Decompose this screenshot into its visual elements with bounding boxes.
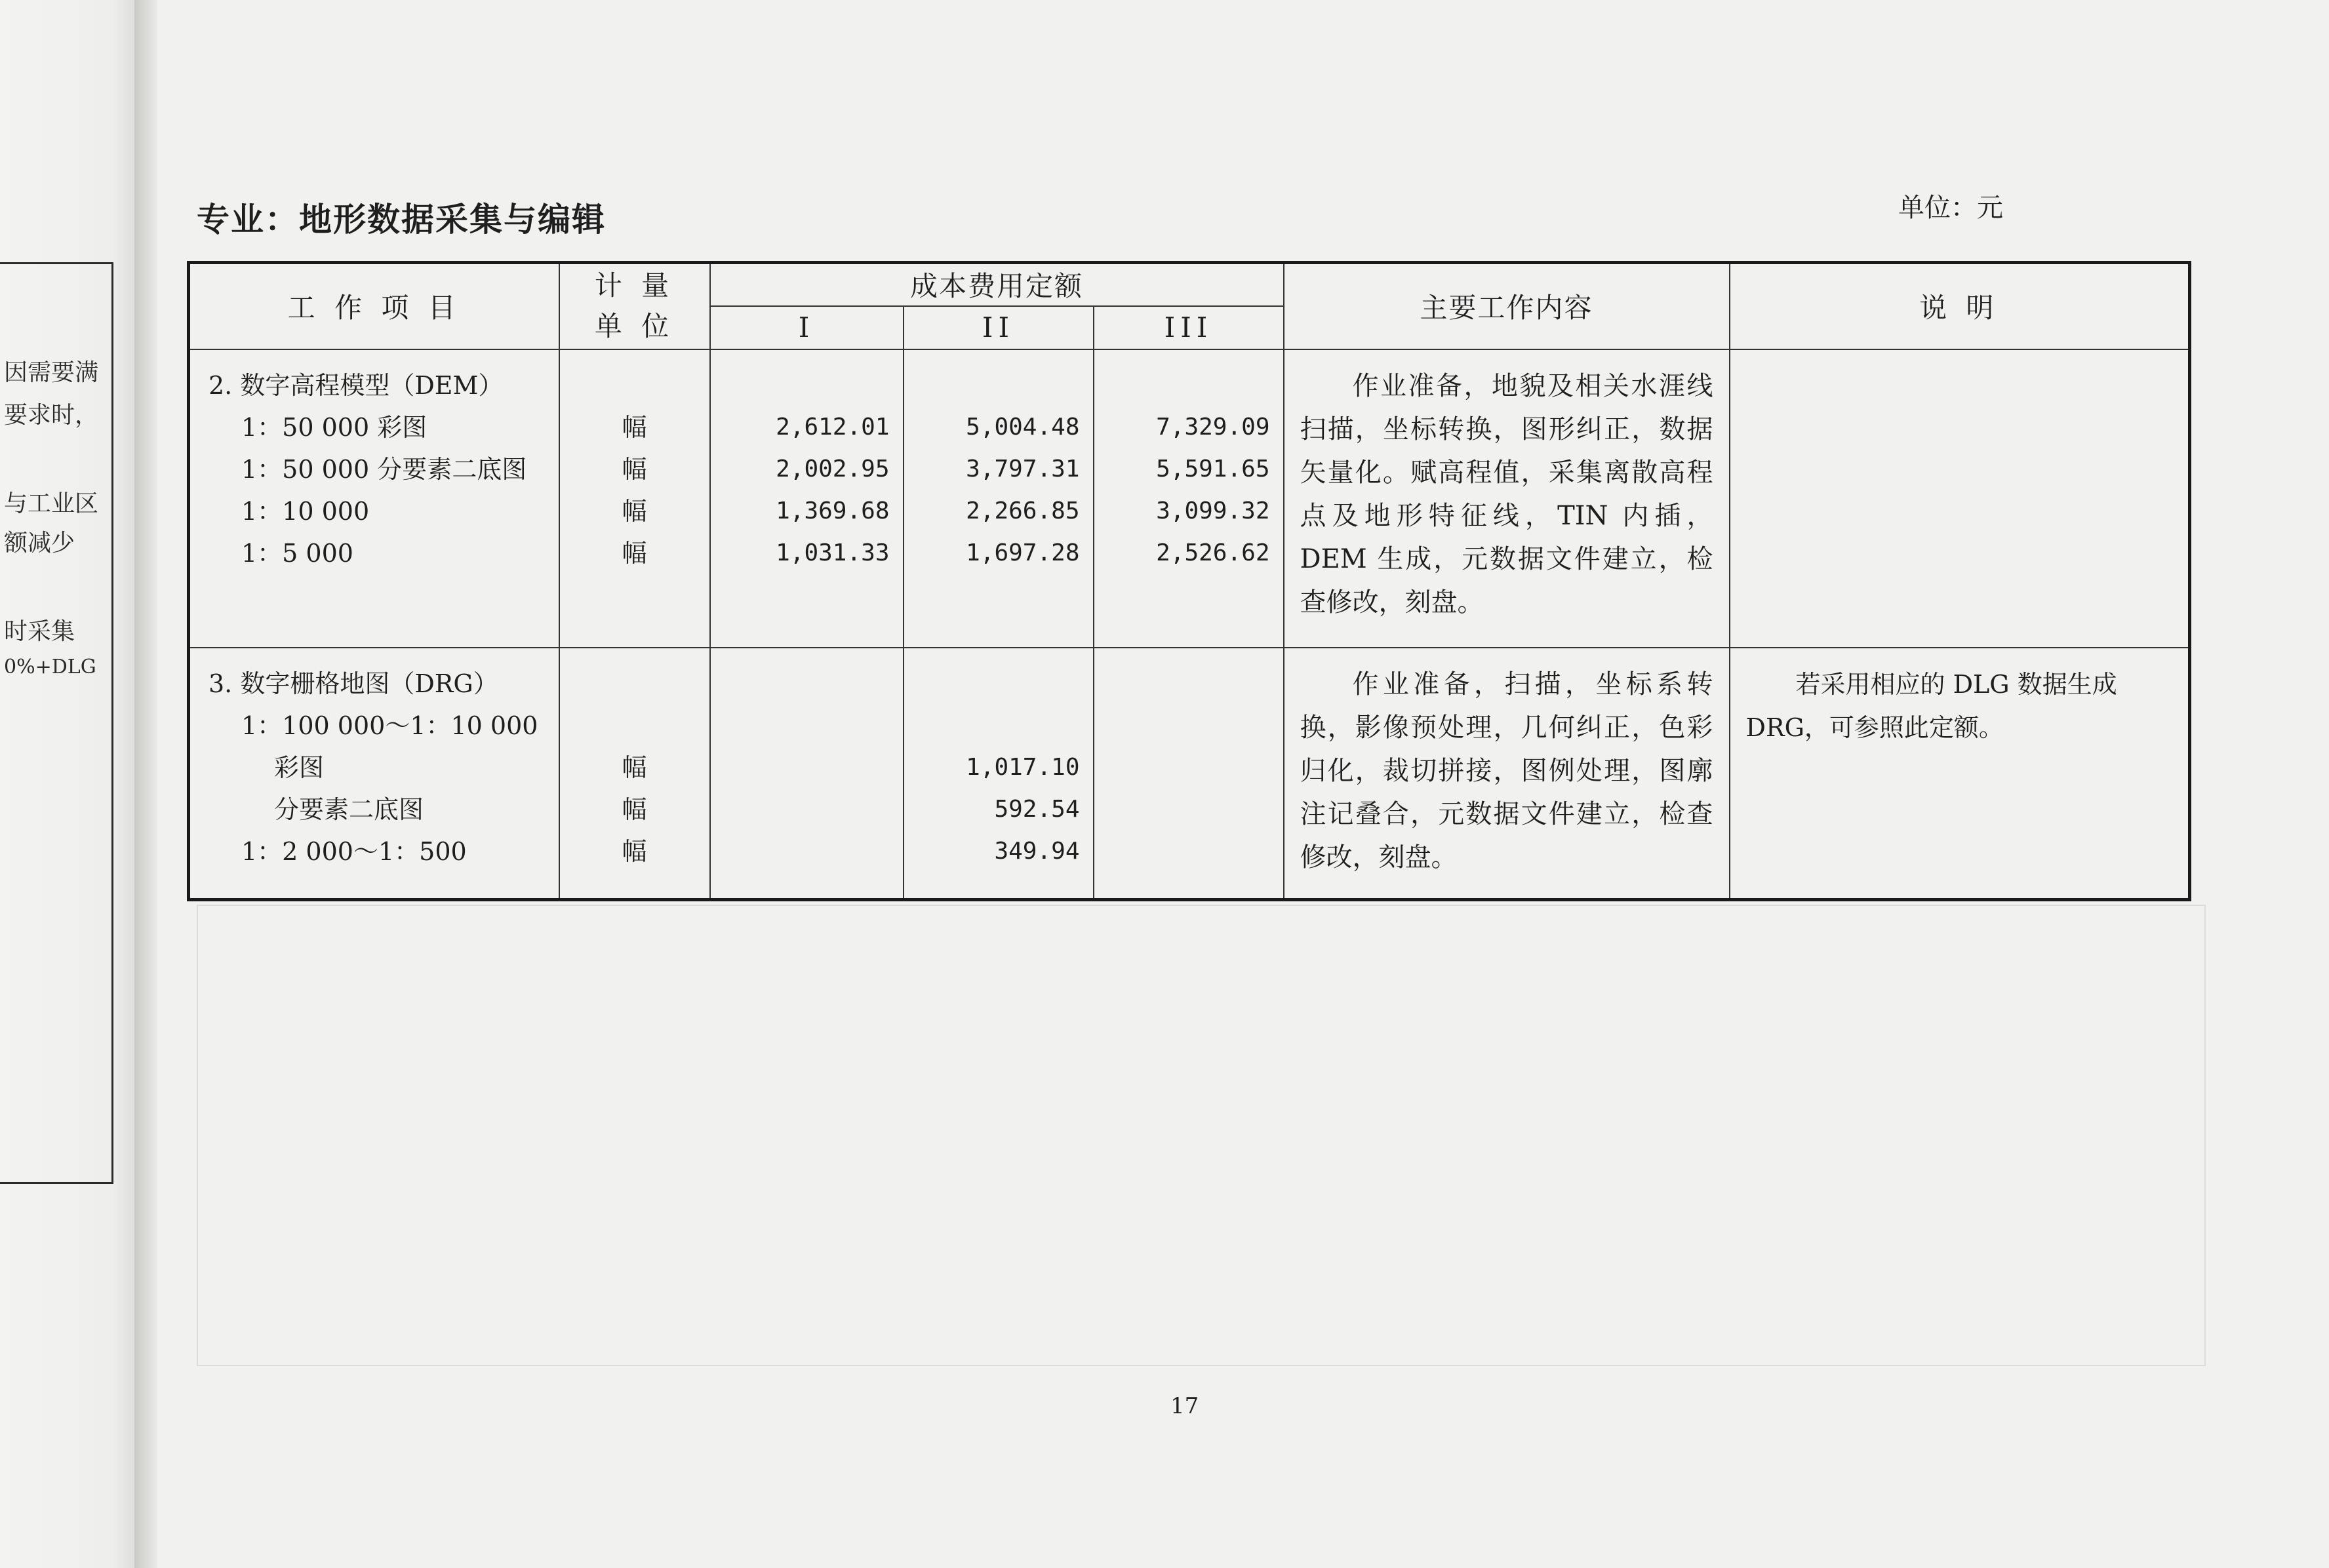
- table-cell-value: 2,002.95: [776, 455, 890, 482]
- work-content-text: 作业准备，扫描，坐标系转换，影像预处理，几何纠正，色彩归化，裁切拼接，图例处理，图廓注记叠合，元数据文件建立，检查修改，刻盘。: [1300, 669, 1713, 872]
- book-gutter: [134, 0, 161, 1568]
- table-row-unit: 幅: [622, 794, 647, 824]
- table-row-name: 分要素二底图: [274, 794, 424, 824]
- section-title: 2. 数字高程模型（DEM）: [209, 370, 504, 400]
- table-cell-value: 5,591.65: [1156, 455, 1270, 482]
- section-dem-units: [559, 349, 710, 648]
- section-drg-level-1: [710, 648, 904, 900]
- table-cell-value: [1094, 831, 1270, 872]
- table-row-name: 1：10 000: [241, 496, 370, 526]
- table-cell-value: [711, 831, 890, 872]
- table-row-unit: 幅: [622, 454, 647, 484]
- header-cost-quota: 成本费用定额: [710, 263, 1284, 306]
- header-work-item: 工 作 项 目: [189, 263, 559, 349]
- section-sub-title: 1：100 000～1：10 000: [241, 711, 538, 740]
- section-dem-level-1: [710, 349, 904, 648]
- section-dem-level-3: [1094, 349, 1284, 648]
- section-drg-level-3: [1094, 648, 1284, 900]
- left-page-fragment: 要求时，: [4, 402, 99, 429]
- table-row-unit: 幅: [622, 753, 647, 782]
- table-cell-value: 3,797.31: [966, 455, 1080, 482]
- header-unit-top: 计 量: [594, 269, 675, 302]
- table-cell-value: [1094, 789, 1270, 831]
- table-cell-value: 1,369.68: [776, 497, 890, 524]
- left-page-strip: [0, 0, 141, 1568]
- section-drg-units: [559, 648, 710, 900]
- section-dem-work-content: [1284, 349, 1730, 648]
- left-page-fragment: 因需要满: [4, 359, 99, 386]
- header-explanation: 说 明: [1730, 263, 2190, 349]
- page-number: 17: [1170, 1393, 1199, 1419]
- section-drg-work-content: [1284, 648, 1730, 900]
- table-row-name: 1：2 000～1：500: [241, 836, 467, 866]
- unit-label: 单位：元: [1898, 193, 2003, 223]
- table-row-unit: 幅: [622, 496, 647, 526]
- section-title: 3. 数字栅格地图（DRG）: [209, 669, 498, 698]
- left-page-fragment: 与工业区: [4, 490, 99, 517]
- quota-table: [187, 261, 2191, 901]
- table-cell-value: [1094, 747, 1270, 789]
- table-row-unit: 幅: [622, 836, 647, 866]
- table-cell-value: 2,612.01: [776, 413, 890, 441]
- table-row-unit: 幅: [622, 412, 647, 442]
- table-cell-value: 349.94: [994, 837, 1080, 865]
- table-cell-value: 2,526.62: [1156, 539, 1270, 566]
- table-cell-value: 1,697.28: [966, 539, 1080, 566]
- section-drg-level-2: [904, 648, 1094, 900]
- table-row-name: 1：50 000 彩图: [241, 412, 428, 442]
- table-cell-value: 1,017.10: [966, 753, 1080, 781]
- header-level-1: I: [710, 306, 904, 349]
- table-cell-value: 2,266.85: [966, 497, 1080, 524]
- section-drg-note: [1730, 648, 2190, 900]
- table-row-name: 彩图: [274, 753, 325, 782]
- show-through-ghost: [197, 905, 2206, 1366]
- header-level-2: II: [904, 306, 1094, 349]
- header-unit: [559, 263, 710, 349]
- header-unit-bottom: 单 位: [594, 310, 675, 343]
- header-main-work: 主要工作内容: [1284, 263, 1730, 349]
- note-text: 若采用相应的 DLG 数据生成 DRG，可参照此定额。: [1745, 669, 2117, 742]
- table-cell-value: 1,031.33: [776, 539, 890, 566]
- table-cell-value: 3,099.32: [1156, 497, 1270, 524]
- table-row-name: 1：50 000 分要素二底图: [241, 454, 527, 484]
- header-level-3: III: [1094, 306, 1284, 349]
- work-content-text: 作业准备，地貌及相关水涯线扫描，坐标转换，图形纠正，数据矢量化。赋高程值，采集离散高程点及地形特征线，TIN 内插，DEM 生成，元数据文件建立，检查修改，刻盘。: [1300, 370, 1713, 617]
- left-page-fragment: 额减少: [4, 530, 75, 557]
- table-cell-value: 592.54: [994, 795, 1080, 823]
- left-page-fragment: 时采集: [4, 618, 75, 645]
- table-cell-value: [711, 747, 890, 789]
- section-dem-level-2: [904, 349, 1094, 648]
- table-row-name: 1：5 000: [241, 538, 353, 568]
- table-cell-value: 7,329.09: [1156, 413, 1270, 441]
- section-dem-note: [1730, 349, 2190, 648]
- left-page-fragment: 0%+DLG: [4, 656, 96, 678]
- table-cell-value: [711, 789, 890, 831]
- page-title: 专业：地形数据采集与编辑: [197, 201, 606, 239]
- table-row-unit: 幅: [622, 538, 647, 568]
- section-dem-items: [189, 349, 559, 648]
- table-cell-value: 5,004.48: [966, 413, 1080, 441]
- section-drg-items: [189, 648, 559, 900]
